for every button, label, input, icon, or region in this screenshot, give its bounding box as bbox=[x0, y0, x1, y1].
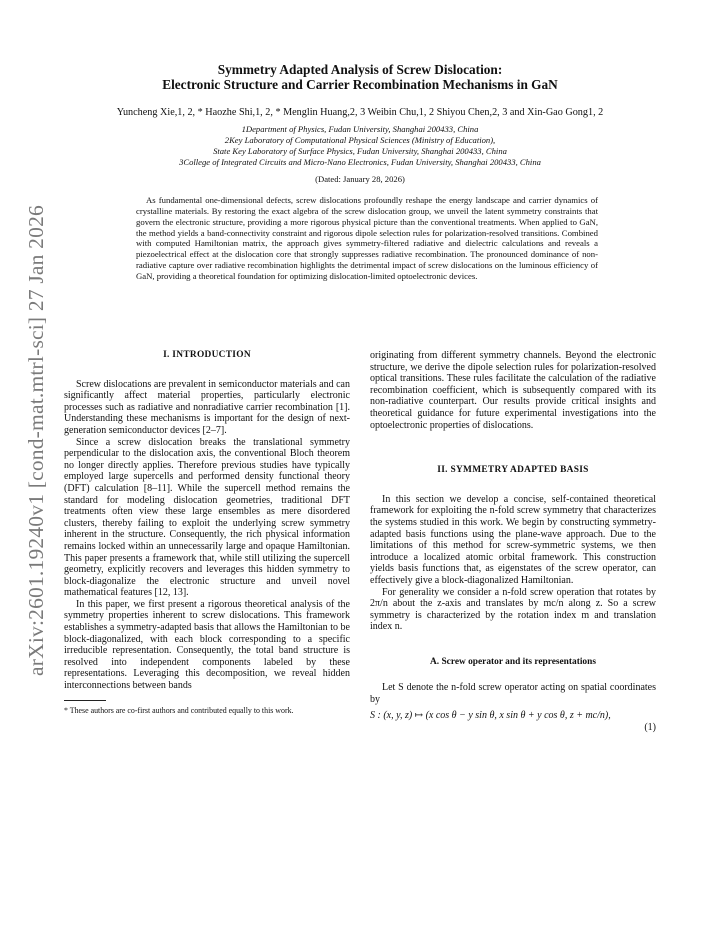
equation-body: S : (x, y, z) ↦ (x cos θ − y sin θ, x sin θ + y cos θ, z + mc/n), bbox=[370, 709, 611, 721]
affiliation-2-cont: State Key Laboratory of Surface Physics, Fudan University, Shanghai 200433, China bbox=[213, 145, 507, 156]
affiliations bbox=[60, 124, 660, 168]
intro-paragraph-2: Since a screw dislocation breaks the translational symmetry perpendicular to the dislocation axis, the conventional Bloch theorem no longer directly applies. Therefore previous studies have typically employed large supercells and performed density functional theory (DFT) calculation [8–11]. While the supercell method remains the standard for modeling dislocation geometries, traditional DFT treatments often view these large ensembles as mere disordered clusters, thereby failing to exploit the underlying screw symmetry inherent in the structure. Consequently, the rich physical information remains locked within an unnecessarily large and opaque Hamiltonian. This paper presents a framework that, while still utilizing the supercell geometry, explicitly recovers and leverages this hidden symmetry to block-diagonalize the electronic structure and unveil novel mathematical features [12, 13]. bbox=[64, 436, 350, 599]
title-line-1: Symmetry Adapted Analysis of Screw Dislocation: bbox=[217, 62, 503, 77]
footnote: * These authors are co-first authors and contributed equally to this work. bbox=[64, 705, 294, 715]
equation-number: (1) bbox=[644, 721, 656, 733]
affiliation-2: 2Key Laboratory of Computational Physical Sciences (Ministry of Education), bbox=[224, 134, 496, 145]
date-line: (Dated: January 28, 2026) bbox=[315, 174, 405, 184]
affiliation-1: 1Department of Physics, Fudan University, Shanghai 200433, China bbox=[241, 124, 479, 134]
equation-1 bbox=[370, 710, 656, 722]
subsection-text: Let S denote the n-fold screw operator acting on spatial coordinates by bbox=[370, 682, 656, 706]
abstract: As fundamental one-dimensional defects, screw dislocations profoundly reshape the energy landscape and carrier dynamics of crystalline materials. By restoring the exact algebra of the screw dislocation group, we unveil the latent symmetry constraints that govern the electronic structure, providing a more rigorous physical picture than the conventional treatments. When applied to GaN, the method yields a band-connectivity constraint and rigorous dipole selection rules for polarization-resolved transitions. Combined with computed Hamiltonian matrix, the approach gives symmetry-filtered radiative and dielectric calculations and reveals a piezoelectrical effect at the dislocation core that strongly suppresses radiative recombination. The pronounced dominance of non-radiative capture over radiative recombination highlights the detrimental impact of screw dislocations on the luminous efficiency of GaN, providing a theoretical foundation for optimizing dislocation-limited optoelectronic devices. bbox=[136, 195, 598, 281]
affiliation-3: 3College of Integrated Circuits and Micro-Nano Electronics, Fudan University, Shanghai 200433, China bbox=[179, 156, 541, 167]
right-column bbox=[370, 350, 656, 733]
author-list: Yuncheng Xie,1, 2, * Haozhe Shi,1, 2, * Menglin Huang,2, 3 Weibin Chu,1, 2 Shiyou Chen,2, 3 and Xin-Gao Gong1, 2 bbox=[116, 107, 604, 118]
left-column bbox=[64, 350, 350, 715]
arxiv-identifier bbox=[10, 205, 62, 675]
section-heading-introduction: I. INTRODUCTION bbox=[163, 350, 251, 360]
section-heading-symmetry-basis: II. SYMMETRY ADAPTED BASIS bbox=[437, 465, 589, 476]
paper-title bbox=[80, 62, 640, 92]
intro-paragraph-1: Screw dislocations are prevalent in semiconductor materials and can significantly affect material properties, particularly electronic processes such as radiative and nonradiative carrier recombination [1]. Understanding these mechanisms is important for the design of next-generation semiconductor devices [2–7]. bbox=[64, 378, 350, 436]
section2-paragraph-2: For generality we consider a n-fold screw operation that rotates by 2π/n about the z-axis and translates by mc/n along z. So a screw symmetry is characterized by the rotation index m and translation index n. bbox=[370, 586, 656, 633]
title-line-2: Electronic Structure and Carrier Recombination Mechanisms in GaN bbox=[162, 77, 558, 92]
arxiv-id-text: arXiv:2601.19240v1 [cond-mat.mtrl-sci] 27 Jan 2026 bbox=[23, 204, 48, 676]
section2-paragraph-1: In this section we develop a concise, self-contained theoretical framework for exploiting the n-fold screw symmetry that characterizes the systems studied in this work. We begin by constructing symmetry-adapted basis functions using the plane-wave approach. Due to the limitations of this method for screw-symmetric systems, we then introduce a localized atomic orbital framework. This construction yields basis functions that, as eigenstates of the screw operator, can effectively give a block-diagonalized Hamiltonian. bbox=[370, 493, 656, 586]
footnote-rule bbox=[64, 700, 106, 701]
intro-paragraph-3: In this paper, we first present a rigorous theoretical analysis of the symmetry properties inherent to screw dislocations. This framework establishes a symmetry-adapted basis that allows the Hamiltonian to be block-diagonalized, with each block corresponding to a specific irreducible representation. Consequently, the total band structure is resolved into independent components labeled by these representations. Leveraging this decomposition, we reveal hidden interconnections between bands bbox=[64, 598, 350, 692]
intro-continuation: originating from different symmetry channels. Beyond the electronic structure, we derive the dipole selection rules for polarization-resolved optical transitions. These rules facilitate the calculation of the radiative recombination coefficient, which is subsequently compared with its non-radiative counterpart. Our results provide critical insights and theoretical guidance for future experimental investigations into the optoelectronic properties of dislocations. bbox=[370, 350, 656, 431]
subsection-heading-screw-operator: A. Screw operator and its representations bbox=[430, 656, 596, 667]
